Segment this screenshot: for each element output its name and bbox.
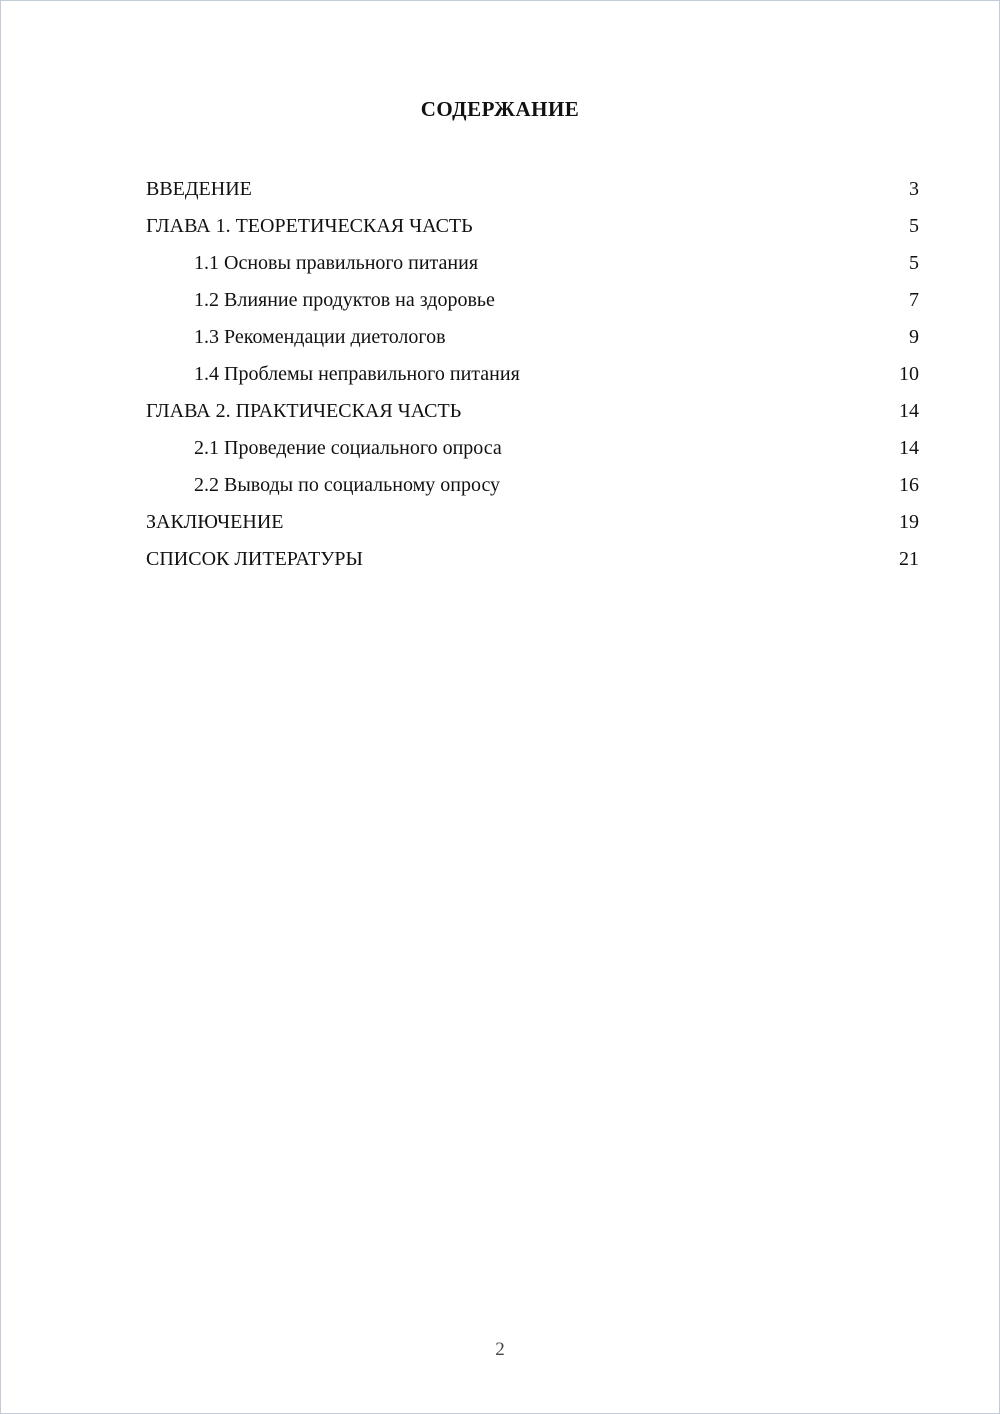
toc-entry-label: ГЛАВА 2. ПРАКТИЧЕСКАЯ ЧАСТЬ: [146, 400, 462, 422]
toc-entry-label: 1.3 Рекомендации диетологов: [194, 326, 446, 348]
toc-entry-page-number: 7: [909, 289, 919, 311]
toc-entry-label: ВВЕДЕНИЕ: [146, 178, 252, 200]
toc-entry-page-number: 21: [899, 548, 919, 570]
toc-entry-label: 1.2 Влияние продуктов на здоровье: [194, 289, 495, 311]
toc-entry-label: ЗАКЛЮЧЕНИЕ: [146, 511, 284, 533]
toc-entry-page-number: 10: [899, 363, 919, 385]
toc-entry-label: 1.1 Основы правильного питания: [194, 252, 479, 274]
toc-entry-page-number: 19: [899, 511, 919, 533]
table-of-contents: [146, 171, 919, 578]
toc-entry-page-number: 14: [899, 400, 919, 422]
toc-entry: [146, 504, 919, 541]
toc-entry: [146, 541, 919, 578]
toc-entry-label: СПИСОК ЛИТЕРАТУРЫ: [146, 548, 363, 570]
toc-entry-page-number: 16: [899, 474, 919, 496]
toc-entry-label: 1.4 Проблемы неправильного питания: [194, 363, 520, 385]
page-title: СОДЕРЖАНИЕ: [420, 97, 580, 121]
toc-entry: [146, 245, 919, 282]
page-number-footer: 2: [495, 1339, 505, 1360]
toc-entry: [146, 430, 919, 467]
toc-entry: [146, 393, 919, 430]
toc-entry-page-number: 3: [909, 178, 919, 200]
toc-entry-label: ГЛАВА 1. ТЕОРЕТИЧЕСКАЯ ЧАСТЬ: [146, 215, 473, 237]
toc-entry-label: 2.2 Выводы по социальному опросу: [194, 474, 501, 496]
toc-entry: [146, 208, 919, 245]
toc-entry: [146, 171, 919, 208]
toc-entry: [146, 319, 919, 356]
toc-entry: [146, 282, 919, 319]
toc-entry-page-number: 14: [899, 437, 919, 459]
toc-entry-page-number: 5: [909, 215, 919, 237]
toc-entry-page-number: 5: [909, 252, 919, 274]
toc-entry-label: 2.1 Проведение социального опроса: [194, 437, 502, 459]
toc-entry: [146, 467, 919, 504]
toc-entry-page-number: 9: [909, 326, 919, 348]
toc-entry: [146, 356, 919, 393]
